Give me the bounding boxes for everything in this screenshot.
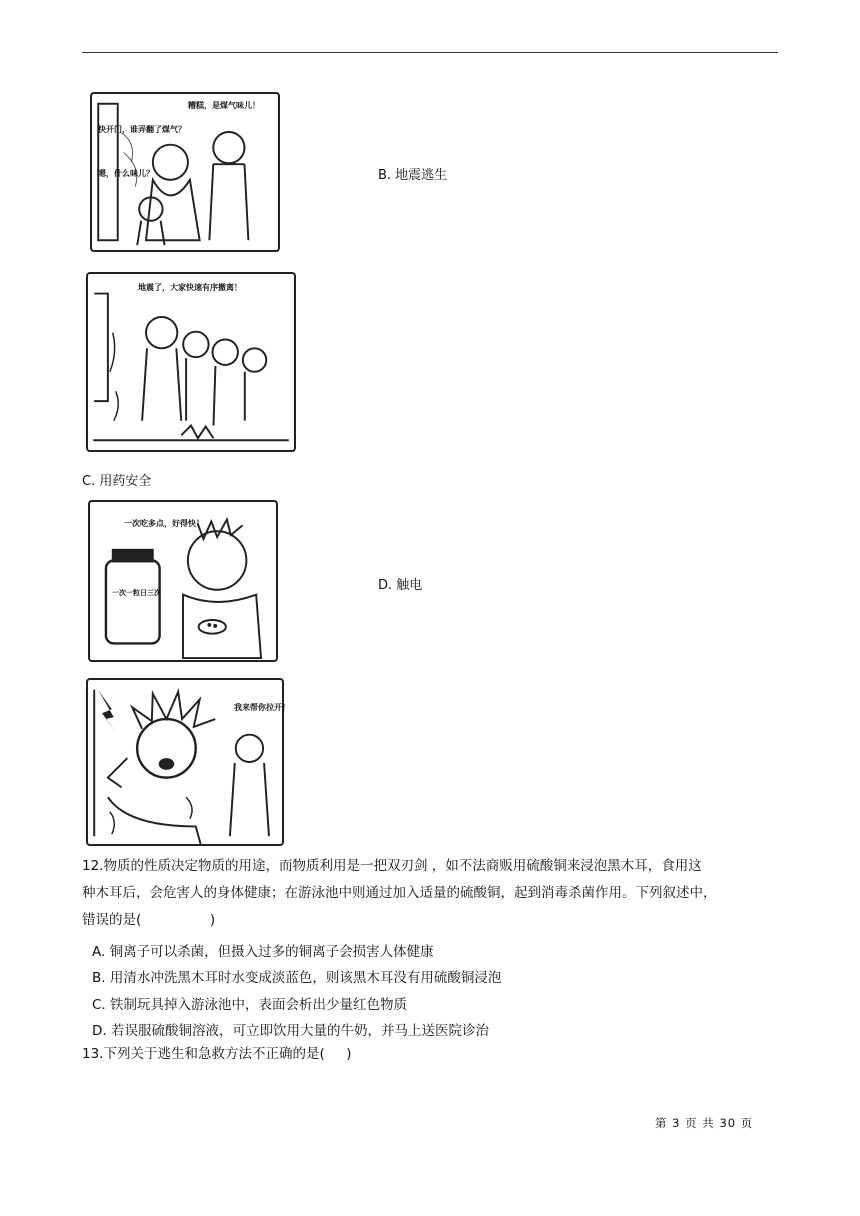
q13-stem: 13.下列关于逃生和急救方法不正确的是( ) [82, 1046, 352, 1062]
bubble-take-more: 一次吃多点，好得快！ [124, 519, 204, 528]
bubble-what-smell: 嗯，什么味儿？ [98, 169, 154, 178]
q12-option-a: A. 铜离子可以杀菌，但摄入过多的铜离子会损害人体健康 [92, 944, 434, 960]
cartoon-electric-shock [86, 678, 290, 846]
cartoon-gas-leak [90, 92, 280, 252]
q12-stem-line2: 种木耳后，会危害人的身体健康；在游泳池中则通过加入适量的硫酸铜，起到消毒杀菌作用。下列叙述中， [82, 885, 717, 901]
bubble-gas-smell: 糟糕，是煤气味儿！ [188, 101, 260, 110]
q12-stem-line1: 12.物质的性质决定物质的用途，而物质利用是一把双刃剑 ，如不法商贩用硫酸铜来浸泡黑木耳，食用这 [82, 858, 702, 874]
cartoon-earthquake [86, 272, 296, 452]
bubble-earthquake-evacuate: 地震了，大家快速有序撤离！ [138, 283, 242, 292]
q12-option-d: D. 若误服硫酸铜溶液，可立即饮用大量的牛奶，并马上送医院诊治 [92, 1023, 489, 1039]
option-c-medicine: C. 用药安全 [82, 474, 152, 489]
q12-option-c: C. 铁制玩具掉入游泳池中，表面会析出少量红色物质 [92, 997, 408, 1013]
bubble-open-door: 快开门，谁弄翻了煤气？ [98, 125, 186, 134]
option-d-electric: D. 触电 [378, 578, 423, 593]
earthquake-drawing [88, 274, 294, 450]
q12-option-b: B. 用清水冲洗黑木耳时水变成淡蓝色，则该黑木耳没有用硫酸铜浸泡 [92, 970, 502, 986]
header-rule [82, 52, 778, 53]
q12-stem-line3: 错误的是( ) [82, 912, 216, 928]
bottle-label: 一次一粒日三次 [112, 589, 161, 597]
bubble-pull-away: 我来帮你拉开！ [234, 703, 290, 712]
option-b-earthquake: B. 地震逃生 [378, 168, 448, 183]
page-number: 第 3 页 共 30 页 [655, 1116, 754, 1130]
cartoon-medicine [88, 500, 278, 662]
